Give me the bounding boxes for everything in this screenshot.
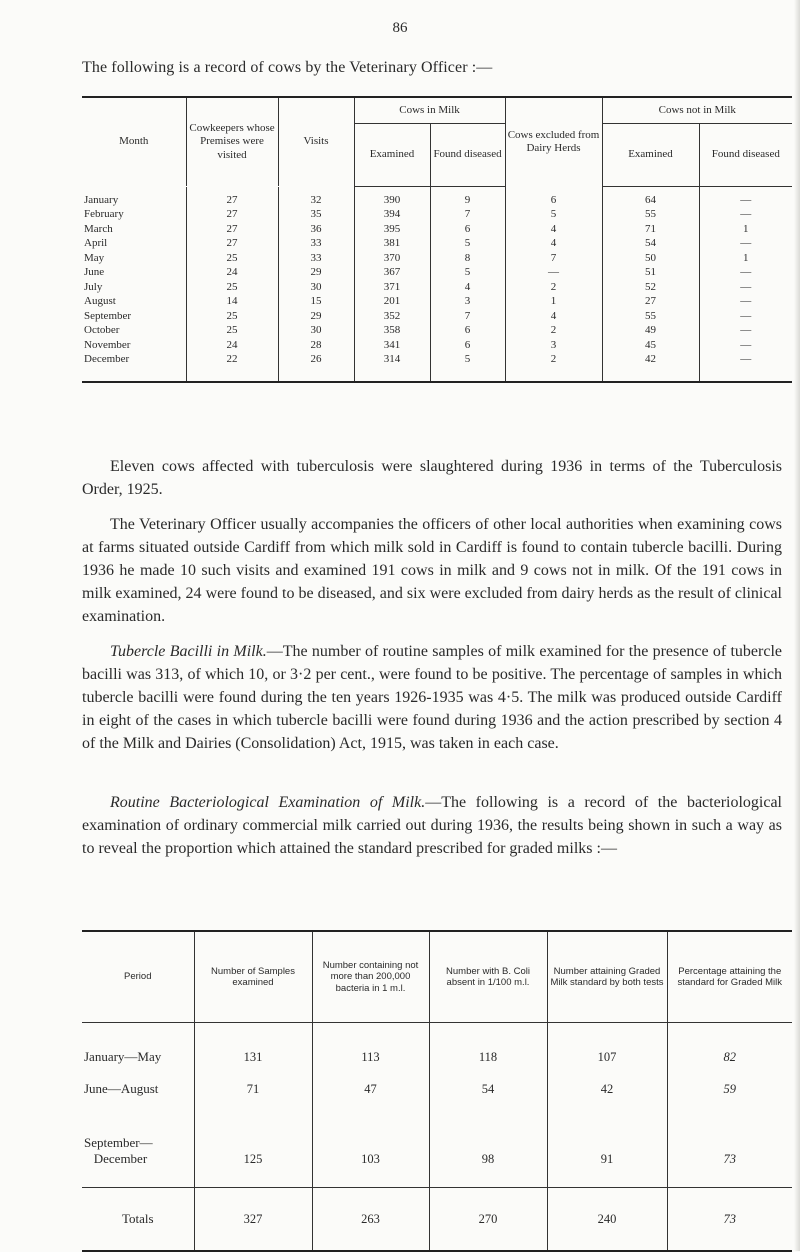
coli-cell: 98 — [429, 1107, 547, 1188]
tubercle-heading: Tubercle Bacilli in Milk. — [110, 643, 267, 660]
month-cell: December — [82, 352, 186, 382]
cowkeepers-cell: 14 — [186, 294, 278, 309]
not-examined-cell: 71 — [602, 222, 699, 237]
in-diseased-cell: 3 — [430, 294, 505, 309]
table-row — [82, 187, 792, 208]
header-cows-in-milk: Cows in Milk — [354, 97, 505, 123]
bacteriological-table — [82, 930, 792, 1252]
excluded-cell: 4 — [505, 236, 602, 251]
month-cell: September — [82, 309, 186, 324]
table-row — [82, 1107, 792, 1188]
not-examined-cell: 50 — [602, 251, 699, 266]
visits-cell: 30 — [278, 280, 354, 295]
paragraph-slaughtered: Eleven cows affected with tuberculosis were slaughtered during 1936 in terms of the Tuberculosis Order, 1925. — [82, 458, 782, 498]
excluded-cell: 2 — [505, 280, 602, 295]
header-cows-not-in-milk: Cows not in Milk — [602, 97, 792, 123]
cowkeepers-cell: 25 — [186, 251, 278, 266]
graded-cell: 42 — [547, 1071, 667, 1107]
in-examined-cell: 381 — [354, 236, 430, 251]
month-cell: June — [82, 265, 186, 280]
totals-graded: 240 — [547, 1188, 667, 1252]
cowkeepers-cell: 25 — [186, 309, 278, 324]
visits-cell: 30 — [278, 323, 354, 338]
visits-cell: 36 — [278, 222, 354, 237]
totals-samples: 327 — [194, 1188, 312, 1252]
not-examined-cell: 64 — [602, 187, 699, 208]
not-diseased-cell: — — [740, 338, 752, 351]
visits-cell: 35 — [278, 207, 354, 222]
header-month: Month — [82, 97, 186, 186]
in-examined-cell: 352 — [354, 309, 430, 324]
month-cell: March — [82, 222, 186, 237]
month-cell: May — [82, 251, 186, 266]
table-row — [82, 222, 792, 237]
visits-cell: 33 — [278, 236, 354, 251]
in-examined-cell: 314 — [354, 352, 430, 382]
visits-cell: 26 — [278, 352, 354, 382]
month-cell: November — [82, 338, 186, 353]
not-examined-cell: 54 — [602, 236, 699, 251]
cowkeepers-cell: 24 — [186, 265, 278, 280]
table-row — [82, 265, 792, 280]
excluded-cell: 4 — [505, 222, 602, 237]
in-diseased-cell: 8 — [430, 251, 505, 266]
visits-cell: 29 — [278, 309, 354, 324]
header-excluded: Cows excluded from Dairy Herds — [505, 97, 602, 186]
in-diseased-cell: 5 — [430, 265, 505, 280]
cowkeepers-cell: 27 — [186, 187, 278, 208]
paragraph-bacteriological — [82, 791, 782, 860]
not-diseased-cell: — — [740, 266, 752, 279]
cow-examination-table — [82, 96, 792, 383]
month-cell: April — [82, 236, 186, 251]
in-diseased-cell: 6 — [430, 323, 505, 338]
not-examined-cell: 51 — [602, 265, 699, 280]
cowkeepers-cell: 24 — [186, 338, 278, 353]
totals-percentage: 73 — [667, 1188, 792, 1252]
table-row — [82, 280, 792, 295]
totals-label: Totals — [82, 1188, 194, 1252]
in-diseased-cell: 4 — [430, 280, 505, 295]
period-line-2: December — [93, 1151, 148, 1166]
table-row — [82, 352, 792, 382]
percentage-cell: 59 — [723, 1081, 736, 1096]
month-cell: January — [82, 187, 186, 208]
bacteriological-body: —The following is a record of the bacteriological examination of ordinary commercial milk carried out during 1936, the results being shown in such a way as to reveal the proportion which attained the standard prescribed for graded milks :— — [82, 794, 783, 857]
header-graded: Number attaining Graded Milk standard by both tests — [547, 931, 667, 1023]
in-diseased-cell: 7 — [430, 207, 505, 222]
graded-cell: 91 — [547, 1107, 667, 1188]
excluded-cell: 2 — [505, 352, 602, 382]
in-examined-cell: 341 — [354, 338, 430, 353]
excluded-cell: 3 — [505, 338, 602, 353]
totals-coli: 270 — [429, 1188, 547, 1252]
visits-cell: 33 — [278, 251, 354, 266]
not-examined-cell: 55 — [602, 309, 699, 324]
not-diseased-cell: — — [740, 324, 752, 337]
not-examined-cell: 45 — [602, 338, 699, 353]
visits-cell: 29 — [278, 265, 354, 280]
in-examined-cell: 371 — [354, 280, 430, 295]
header-coli: Number with B. Coli absent in 1/100 m.l. — [429, 931, 547, 1023]
not-diseased-cell: 1 — [743, 222, 749, 235]
not-diseased-cell: — — [699, 352, 792, 382]
percentage-cell: 82 — [723, 1049, 736, 1064]
in-diseased-cell: 9 — [430, 187, 505, 208]
in-examined-cell: 201 — [354, 294, 430, 309]
table-row — [82, 1023, 792, 1072]
header-samples: Number of Samples examined — [194, 931, 312, 1023]
header-in-examined: Examined — [354, 123, 430, 186]
not-examined-cell: 49 — [602, 323, 699, 338]
in-examined-cell: 395 — [354, 222, 430, 237]
not-diseased-cell: — — [740, 208, 752, 221]
graded-cell: 107 — [547, 1023, 667, 1072]
coli-cell: 118 — [429, 1023, 547, 1072]
in-diseased-cell: 6 — [430, 222, 505, 237]
in-examined-cell: 394 — [354, 207, 430, 222]
bacteria-cell: 103 — [312, 1107, 429, 1188]
coli-cell: 54 — [429, 1071, 547, 1107]
page-number: 86 — [392, 20, 408, 36]
not-diseased-cell: — — [740, 280, 752, 293]
in-diseased-cell: 5 — [430, 352, 505, 382]
excluded-cell: 6 — [505, 187, 602, 208]
visits-cell: 28 — [278, 338, 354, 353]
bacteriological-heading: Routine Bacteriological Examination of Milk. — [110, 794, 426, 811]
header-period: Period — [82, 931, 194, 1023]
cowkeepers-cell: 22 — [186, 352, 278, 382]
header-not-examined: Examined — [602, 123, 699, 186]
header-in-diseased: Found diseased — [430, 123, 505, 186]
cowkeepers-cell: 27 — [186, 236, 278, 251]
samples-cell: 125 — [194, 1107, 312, 1188]
excluded-cell: — — [505, 265, 602, 280]
period-cell — [82, 1107, 194, 1188]
excluded-cell: 5 — [505, 207, 602, 222]
table-row — [82, 1071, 792, 1107]
in-examined-cell: 367 — [354, 265, 430, 280]
month-cell: February — [82, 207, 186, 222]
page-edge-shadow — [794, 0, 800, 1251]
in-diseased-cell: 5 — [430, 236, 505, 251]
in-examined-cell: 390 — [354, 187, 430, 208]
excluded-cell: 1 — [505, 294, 602, 309]
header-visits: Visits — [278, 97, 354, 186]
period-cell: January—May — [82, 1023, 194, 1072]
in-diseased-cell: 6 — [430, 338, 505, 353]
visits-cell: 15 — [278, 294, 354, 309]
not-diseased-cell: 1 — [743, 251, 749, 264]
cowkeepers-cell: 27 — [186, 222, 278, 237]
samples-cell: 71 — [194, 1071, 312, 1107]
table-row — [82, 309, 792, 324]
not-examined-cell: 27 — [602, 294, 699, 309]
header-bacteria: Number containing not more than 200,000 bacteria in 1 m.l. — [312, 931, 429, 1023]
bacteria-cell: 113 — [312, 1023, 429, 1072]
excluded-cell: 2 — [505, 323, 602, 338]
not-examined-cell: 55 — [602, 207, 699, 222]
totals-bacteria: 263 — [312, 1188, 429, 1252]
samples-cell: 131 — [194, 1023, 312, 1072]
period-line-1: September— — [84, 1135, 153, 1150]
in-diseased-cell: 7 — [430, 309, 505, 324]
header-not-diseased: Found diseased — [699, 123, 792, 186]
not-diseased-cell: — — [740, 237, 752, 250]
table-row — [82, 323, 792, 338]
table-row — [82, 207, 792, 222]
excluded-cell: 7 — [505, 251, 602, 266]
month-cell: July — [82, 280, 186, 295]
month-cell: August — [82, 294, 186, 309]
cowkeepers-cell: 25 — [186, 280, 278, 295]
totals-row — [82, 1188, 792, 1252]
paragraph-tubercle — [82, 640, 782, 755]
table-row — [82, 294, 792, 309]
intro-text: The following is a record of cows by the Veterinary Officer :— — [82, 59, 493, 76]
table-row — [82, 236, 792, 251]
header-percentage: Percentage attaining the standard for Graded Milk — [667, 931, 792, 1023]
excluded-cell: 4 — [505, 309, 602, 324]
period-cell: June—August — [82, 1071, 194, 1107]
header-cowkeepers: Cowkeepers whose Premises were visited — [186, 97, 278, 186]
bacteria-cell: 47 — [312, 1071, 429, 1107]
not-diseased-cell: — — [740, 295, 752, 308]
table-row — [82, 251, 792, 266]
visits-cell: 32 — [278, 187, 354, 208]
not-examined-cell: 42 — [602, 352, 699, 382]
cowkeepers-cell: 25 — [186, 323, 278, 338]
tubercle-body: —The number of routine samples of milk examined for the presence of tubercle bacilli was 313, of which 10, or 3·2 per cent., were found to be positive. The percentage of samples in which tubercle bacilli were found during the ten years 1926-1935 was 4·5. The milk was produced outside Cardiff in eight of the cases in which tubercle bacilli were found during 1936 and the action prescribed by section 4 of the Milk and Dairies (Consolidation) Act, 1915, was taken in each case. — [82, 643, 782, 752]
table-row — [82, 338, 792, 353]
month-cell: October — [82, 323, 186, 338]
not-examined-cell: 52 — [602, 280, 699, 295]
percentage-cell: 73 — [723, 1152, 736, 1166]
in-examined-cell: 358 — [354, 323, 430, 338]
not-diseased-cell: — — [740, 193, 752, 206]
cowkeepers-cell: 27 — [186, 207, 278, 222]
paragraph-visits: The Veterinary Officer usually accompanies the officers of other local authorities when examining cows at farms situated outside Cardiff from which milk sold in Cardiff is found to contain tubercle bacilli. During 1936 he made 10 such visits and examined 191 cows in milk and 9 cows not in milk. Of the 191 cows in milk examined, 24 were found to be diseased, and six were excluded from dairy herds as the result of clinical examination. — [82, 516, 782, 625]
in-examined-cell: 370 — [354, 251, 430, 266]
not-diseased-cell: — — [740, 309, 752, 322]
